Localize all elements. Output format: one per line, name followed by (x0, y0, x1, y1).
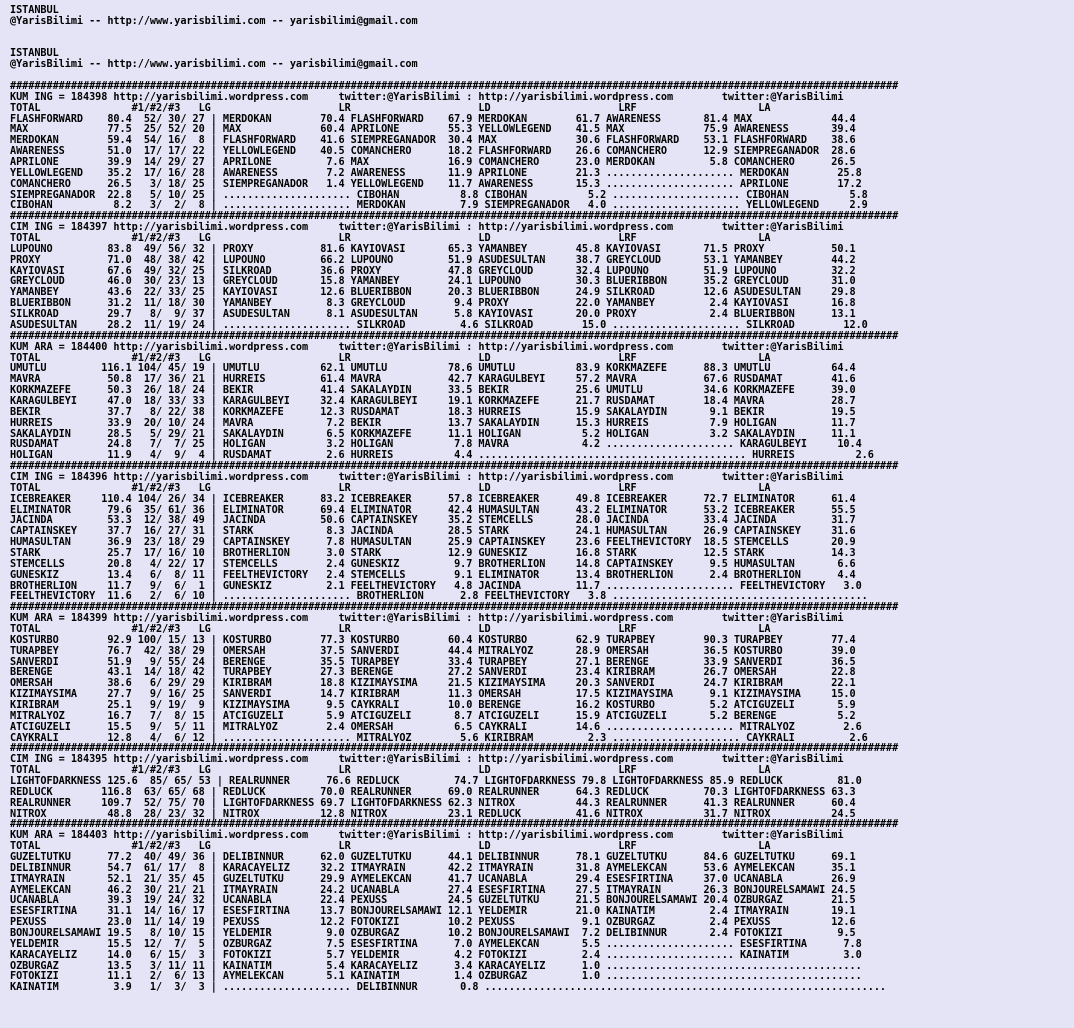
report-line: DELIBINNUR 54.7 61/ 17/ 8 | KARACAYELIZ 32.2 ITMAYRAIN 42.2 ITMAYRAIN 31.8 AYMELEKCAN 53.6 AYMELEKCAN 35.1 (10, 862, 856, 874)
report-line: NITROX 48.8 28/ 23/ 32 | NITROX 12.8 NITROX 23.1 REDLUCK 41.6 NITROX 31.7 NITROX 24.5 (10, 808, 856, 820)
report-line: YAMANBEY 43.6 22/ 33/ 25 | KAYIOVASI 12.6 BLUERIBBON 20.3 BLUERIBBON 24.9 SILKROAD 12.6 ASUDESULTAN 29.8 (10, 287, 856, 299)
report-line: TOTAL #1/#2/#3 LG LR LD LRF LA (10, 841, 771, 853)
report-line: ################################################################################################################################################## (10, 330, 899, 342)
report-line: ################################################################################################################################################## (10, 461, 899, 473)
report-line: RUSDAMAT 24.8 7/ 7/ 25 | HOLIGAN 3.2 HOLIGAN 7.8 MAVRA 4.2 ..................... KARAGULBEYI 10.4 (10, 439, 862, 451)
report-line: CIBOHAN 8.2 3/ 2/ 8 | ..................... MERDOKAN 7.9 SIEMPREGANADOR 4.0 ..................... YELLOWLEGEND 2.9 (10, 200, 868, 212)
report-line: TOTAL #1/#2/#3 LG LR LD LRF LA (10, 482, 771, 494)
report-line: @YarisBilimi -- http://www.yarisbilimi.com -- yarisbilimi@gmail.com (10, 15, 418, 27)
report-line: STEMCELLS 20.8 4/ 22/ 17 | STEMCELLS 2.4 GUNESKIZ 9.7 BROTHERLION 14.8 CAPTAINSKEY 9.5 HUMASULTAN 6.6 (10, 558, 856, 570)
report-line: ################################################################################################################################################## (10, 819, 899, 831)
report-line: ################################################################################################################################################## (10, 602, 899, 614)
report-line: BONJOURELSAMAWI 19.5 8/ 10/ 15 | YELDEMIR 9.0 OZBURGAZ 10.2 BONJOURELSAMAWI 7.2 DELIBINNUR 2.4 FOTOKIZI 9.5 (10, 928, 856, 940)
report-line: SANVERDI 51.9 9/ 55/ 24 | BERENGE 35.5 TURAPBEY 33.4 TURAPBEY 27.1 BERENGE 33.9 SANVERDI 36.5 (10, 656, 856, 668)
report-line: BROTHERLION 11.7 9/ 6/ 1 | GUNESKIZ 2.1 FEELTHEVICTORY 4.8 JACINDA 11.7 ..................... FEELTHEVICTORY 3.0 (10, 580, 862, 592)
report-line: TURAPBEY 76.7 42/ 38/ 29 | OMERSAH 37.5 SANVERDI 44.4 MITRALYOZ 28.9 OMERSAH 36.5 KOSTURBO 39.0 (10, 645, 856, 657)
report-line: TOTAL #1/#2/#3 LG LR LD LRF LA (10, 765, 771, 777)
report-line: AYMELEKCAN 46.2 30/ 21/ 21 | ITMAYRAIN 24.2 UCANABLA 27.4 ESESFIRTINA 27.5 ITMAYRAIN 26.3 BONJOURELSAMAWI 24.5 (10, 884, 856, 896)
report-line: CIM ING = 184397 http://yarisbilimi.wordpress.com twitter:@YarisBilimi : http://yarisbilimi.wordpress.com twitter:@YarisBilimi (10, 222, 844, 234)
report-line: YELLOWLEGEND 35.2 17/ 16/ 28 | AWARENESS 7.2 AWARENESS 11.9 APRILONE 21.3 ..................... MERDOKAN 25.8 (10, 167, 862, 179)
report-line: TOTAL #1/#2/#3 LG LR LD LRF LA (10, 233, 771, 245)
report-line: KAINATIM 3.9 1/ 3/ 3 | ..................... DELIBINNUR 0.8 .................................................................. (10, 982, 887, 994)
report-line: LUPOUNO 83.8 49/ 56/ 32 | PROXY 81.6 KAYIOVASI 65.3 YAMANBEY 45.8 KAYIOVASI 71.5 PROXY 50.1 (10, 243, 856, 255)
report-line: FOTOKIZI 11.1 2/ 6/ 13 | AYMELEKCAN 5.1 KAINATIM 1.4 OZBURGAZ 1.0 .......................................... (10, 971, 862, 983)
report-line: KAYIOVASI 67.6 49/ 32/ 25 | SILKROAD 36.6 PROXY 47.8 GREYCLOUD 32.4 LUPOUNO 51.9 LUPOUNO 32.2 (10, 265, 856, 277)
report-line: TOTAL #1/#2/#3 LG LR LD LRF LA (10, 102, 771, 114)
report-line: HURREIS 33.9 20/ 10/ 24 | MAVRA 7.2 BEKIR 13.7 SAKALAYDIN 15.3 HURREIS 7.9 HOLIGAN 11.7 (10, 417, 856, 429)
report-line: APRILONE 39.9 14/ 29/ 27 | APRILONE 7.6 MAX 16.9 COMANCHERO 23.0 MERDOKAN 5.8 COMANCHERO 26.5 (10, 157, 856, 169)
report-line: YELDEMIR 15.5 12/ 7/ 5 | OZBURGAZ 7.5 ESESFIRTINA 7.0 AYMELEKCAN 5.5 ..................... ESESFIRTINA 7.8 (10, 938, 862, 950)
report-line: ELIMINATOR 79.6 35/ 61/ 36 | ELIMINATOR 69.4 ELIMINATOR 42.4 HUMASULTAN 43.2 ELIMINATOR 53.2 ICEBREAKER 55.5 (10, 504, 856, 516)
report-line: ################################################################################################################################################## (10, 211, 899, 223)
report-line: ################################################################################################################################################## (10, 743, 899, 755)
report-line: REALRUNNER 109.7 52/ 75/ 70 | LIGHTOFDARKNESS 69.7 LIGHTOFDARKNESS 62.3 NITROX 44.3 REALRUNNER 41.3 REALRUNNER 60.4 (10, 797, 856, 809)
report-line: GREYCLOUD 46.0 30/ 23/ 13 | GREYCLOUD 15.8 YAMANBEY 24.1 LUPOUNO 30.3 BLUERIBBON 35.2 GREYCLOUD 31.0 (10, 276, 856, 288)
report-line: ATCIGUZELI 15.5 9/ 5/ 11 | MITRALYOZ 2.4 OMERSAH 6.5 CAYKRALI 14.6 ..................... MITRALYOZ 2.6 (10, 721, 862, 733)
report-line: KORKMAZEFE 50.3 26/ 18/ 24 | BEKIR 41.4 SAKALAYDIN 33.5 BEKIR 25.6 UMUTLU 34.6 KORKMAZEFE 39.0 (10, 385, 856, 397)
report-line: UCANABLA 39.3 19/ 24/ 32 | UCANABLA 22.4 PEXUSS 24.5 GUZELTUTKU 21.5 BONJOURELSAMAWI 20.4 OZBURGAZ 21.5 (10, 895, 856, 907)
report-line: MITRALYOZ 16.7 7/ 8/ 15 | ATCIGUZELI 5.9 ATCIGUZELI 8.7 ATCIGUZELI 15.9 ATCIGUZELI 5.2 BERENGE 5.2 (10, 710, 856, 722)
report-line: KUM ARA = 184403 http://yarisbilimi.wordpress.com twitter:@YarisBilimi : http://yarisbilimi.wordpress.com twitter:@YarisBilimi (10, 830, 844, 842)
report-line: BEKIR 37.7 8/ 22/ 38 | KORKMAZEFE 12.3 RUSDAMAT 18.3 HURREIS 15.9 SAKALAYDIN 9.1 BEKIR 19.5 (10, 406, 856, 418)
report-line: JACINDA 53.3 12/ 38/ 49 | JACINDA 50.6 CAPTAINSKEY 35.2 STEMCELLS 28.0 JACINDA 33.4 JACINDA 31.7 (10, 515, 856, 527)
report-line: PROXY 71.0 48/ 38/ 42 | LUPOUNO 66.2 LUPOUNO 51.9 ASUDESULTAN 38.7 GREYCLOUD 53.1 YAMANBEY 44.2 (10, 254, 856, 266)
report-line: ################################################################################################################################################## (10, 81, 899, 93)
report-line: TOTAL #1/#2/#3 LG LR LD LRF LA (10, 623, 771, 635)
report-line: ESESFIRTINA 31.1 14/ 16/ 17 | ESESFIRTINA 13.7 BONJOURELSAMAWI 12.1 YELDEMIR 21.0 KAINATIM 2.4 ITMAYRAIN 19.1 (10, 906, 856, 918)
report-line: KIZIMAYSIMA 27.7 9/ 16/ 25 | SANVERDI 14.7 KIRIBRAM 11.3 OMERSAH 17.5 KIZIMAYSIMA 9.1 KIZIMAYSIMA 15.0 (10, 689, 856, 701)
report-line: SILKROAD 29.7 8/ 9/ 37 | ASUDESULTAN 8.1 ASUDESULTAN 5.8 KAYIOVASI 20.0 PROXY 2.4 BLUERIBBON 13.1 (10, 309, 856, 321)
report-line: MAVRA 50.8 17/ 36/ 21 | HURREIS 61.4 MAVRA 42.7 KARAGULBEYI 57.2 MAVRA 67.6 RUSDAMAT 41.6 (10, 374, 856, 386)
report-line (10, 28, 1074, 39)
report-line: FEELTHEVICTORY 11.6 2/ 6/ 10 | ..................... BROTHERLION 2.8 FEELTHEVICTORY 3.8 .......................................... (10, 591, 868, 603)
report-line: ICEBREAKER 110.4 104/ 26/ 34 | ICEBREAKER 83.2 ICEBREAKER 57.8 ICEBREAKER 49.8 ICEBREAKER 72.7 ELIMINATOR 61.4 (10, 493, 856, 505)
report-line: KUM ING = 184398 http://yarisbilimi.wordpress.com twitter:@YarisBilimi : http://yarisbilimi.wordpress.com twitter:@YarisBilimi (10, 91, 844, 103)
report-line: ISTANBUL (10, 48, 59, 60)
report-line: TOTAL #1/#2/#3 LG LR LD LRF LA (10, 352, 771, 364)
report-line: KUM ARA = 184399 http://yarisbilimi.wordpress.com twitter:@YarisBilimi : http://yarisbilimi.wordpress.com twitter:@YarisBilimi (10, 613, 844, 625)
report-line: SAKALAYDIN 28.5 5/ 29/ 21 | SAKALAYDIN 6.5 KORKMAZEFE 11.1 HOLIGAN 5.2 HOLIGAN 3.2 SAKALAYDIN 11.1 (10, 428, 856, 440)
report-line: BERENGE 43.1 14/ 18/ 42 | TURAPBEY 27.3 BERENGE 27.2 SANVERDI 23.4 KIRIBRAM 26.7 OMERSAH 22.8 (10, 667, 856, 679)
report-line: AWARENESS 51.0 17/ 17/ 22 | YELLOWLEGEND 40.5 COMANCHERO 18.2 FLASHFORWARD 26.6 COMANCHERO 12.9 SIEMPREGANADOR 28.6 (10, 146, 856, 158)
report-line: KIRIBRAM 25.1 9/ 19/ 9 | KIZIMAYSIMA 9.5 CAYKRALI 10.0 BERENGE 16.2 KOSTURBO 5.2 ATCIGUZELI 5.9 (10, 700, 856, 711)
report-line: ITMAYRAIN 52.1 21/ 35/ 45 | GUZELTUTKU 29.9 AYMELEKCAN 41.7 UCANABLA 29.4 ESESFIRTINA 37.0 UCANABLA 26.9 (10, 873, 856, 885)
report-line: HOLIGAN 11.9 4/ 9/ 4 | RUSDAMAT 2.6 HURREIS 4.4 ............................................ HURREIS 2.6 (10, 450, 874, 462)
report-line: STARK 25.7 17/ 16/ 10 | BROTHERLION 3.0 STARK 12.9 GUNESKIZ 16.8 STARK 12.5 STARK 14.3 (10, 547, 856, 559)
report-line: HUMASULTAN 36.9 23/ 18/ 29 | CAPTAINSKEY 7.8 HUMASULTAN 25.9 CAPTAINSKEY 23.6 FEELTHEVICTORY 18.5 STEMCELLS 20.9 (10, 537, 856, 549)
report-line: KUM ARA = 184400 http://yarisbilimi.wordpress.com twitter:@YarisBilimi : http://yarisbilimi.wordpress.com twitter:@YarisBilimi (10, 341, 844, 353)
report-line: CIM ING = 184396 http://yarisbilimi.wordpress.com twitter:@YarisBilimi : http://yarisbilimi.wordpress.com twitter:@YarisBilimi (10, 471, 844, 483)
report-line: ASUDESULTAN 28.2 11/ 19/ 24 | ..................... SILKROAD 4.6 SILKROAD 15.0 ..................... SILKROAD 12.0 (10, 319, 868, 331)
report-line: CAPTAINSKEY 37.7 16/ 27/ 31 | STARK 8.3 JACINDA 28.5 STARK 24.1 HUMASULTAN 26.9 CAPTAINSKEY 31.6 (10, 526, 856, 538)
report-line: ISTANBUL (10, 5, 59, 16)
report-line: UMUTLU 116.1 104/ 45/ 19 | UMUTLU 62.1 UMUTLU 78.6 UMUTLU 83.9 KORKMAZEFE 88.3 UMUTLU 64.4 (10, 363, 856, 375)
report-line: CIM ING = 184395 http://yarisbilimi.wordpress.com twitter:@YarisBilimi : http://yarisbilimi.wordpress.com twitter:@YarisBilimi (10, 754, 844, 766)
report-line: FLASHFORWARD 80.4 52/ 30/ 27 | MERDOKAN 70.4 FLASHFORWARD 67.9 MERDOKAN 61.7 AWARENESS 81.4 MAX 44.4 (10, 113, 856, 125)
report-line: SIEMPREGANADOR 22.8 5/ 10/ 25 | ..................... CIBOHAN 8.8 CIBOHAN 5.2 ..................... CIBOHAN 5.8 (10, 189, 868, 201)
report-line: CAYKRALI 12.8 4/ 6/ 12 | ..................... MITRALYOZ 5.6 KIRIBRAM 2.3 ..................... CAYKRALI 2.6 (10, 732, 868, 744)
report-line: @YarisBilimi -- http://www.yarisbilimi.com -- yarisbilimi@gmail.com (10, 59, 418, 71)
report-line: OZBURGAZ 13.5 3/ 11/ 11 | KAINATIM 5.4 KARACAYELIZ 3.4 KARACAYELIZ 1.0 .......................................... (10, 960, 862, 972)
report-line: COMANCHERO 26.5 3/ 18/ 25 | SIEMPREGANADOR 1.4 YELLOWLEGEND 11.7 AWARENESS 15.3 ..................... APRILONE 17.2 (10, 178, 862, 190)
report-line: MAX 77.5 25/ 52/ 20 | MAX 60.4 APRILONE 55.3 YELLOWLEGEND 41.5 MAX 75.9 AWARENESS 39.4 (10, 124, 856, 136)
report-line: BLUERIBBON 31.2 11/ 18/ 30 | YAMANBEY 8.3 GREYCLOUD 9.4 PROXY 22.0 YAMANBEY 2.4 KAYIOVASI 16.8 (10, 298, 856, 310)
report-line: KOSTURBO 92.9 100/ 15/ 13 | KOSTURBO 77.3 KOSTURBO 60.4 KOSTURBO 62.9 TURAPBEY 90.3 TURAPBEY 77.4 (10, 634, 856, 646)
report-line: GUZELTUTKU 77.2 40/ 49/ 36 | DELIBINNUR 62.0 GUZELTUTKU 44.1 DELIBINNUR 78.1 GUZELTUTKU 84.6 GUZELTUTKU 69.1 (10, 852, 856, 864)
report-line: MERDOKAN 59.4 54/ 16/ 8 | FLASHFORWARD 41.6 SIEMPREGANADOR 30.4 MAX 30.6 FLASHFORWARD 53.1 FLASHFORWARD 38.6 (10, 135, 856, 147)
report-line: OMERSAH 38.6 6/ 29/ 29 | KIRIBRAM 18.8 KIZIMAYSIMA 21.5 KIZIMAYSIMA 20.3 SANVERDI 24.7 KIRIBRAM 22.1 (10, 678, 856, 690)
report-line (10, 39, 1074, 50)
report-line: KARAGULBEYI 47.0 18/ 33/ 33 | KARAGULBEYI 32.4 KARAGULBEYI 19.1 KORKMAZEFE 21.7 RUSDAMAT 18.4 MAVRA 28.7 (10, 395, 856, 407)
report-line: LIGHTOFDARKNESS 125.6 85/ 65/ 53 | REALRUNNER 76.6 REDLUCK 74.7 LIGHTOFDARKNESS 79.8 LIGHTOFDARKNESS 85.9 REDLUCK 81.0 (10, 776, 862, 788)
report-line: GUNESKIZ 13.4 6/ 8/ 11 | FEELTHEVICTORY 2.4 STEMCELLS 9.1 ELIMINATOR 13.4 BROTHERLION 2.4 BROTHERLION 4.4 (10, 569, 856, 581)
report-line: REDLUCK 116.8 63/ 65/ 68 | REDLUCK 70.0 REALRUNNER 69.0 REALRUNNER 64.3 REDLUCK 70.3 LIGHTOFDARKNESS 63.3 (10, 786, 856, 798)
report-line: KARACAYELIZ 14.0 6/ 15/ 3 | FOTOKIZI 5.7 YELDEMIR 4.2 FOTOKIZI 2.4 ..................... KAINATIM 3.0 (10, 949, 862, 961)
report-line: PEXUSS 23.0 11/ 14/ 19 | PEXUSS 12.2 FOTOKIZI 10.2 PEXUSS 9.1 OZBURGAZ 2.4 PEXUSS 12.6 (10, 917, 856, 929)
